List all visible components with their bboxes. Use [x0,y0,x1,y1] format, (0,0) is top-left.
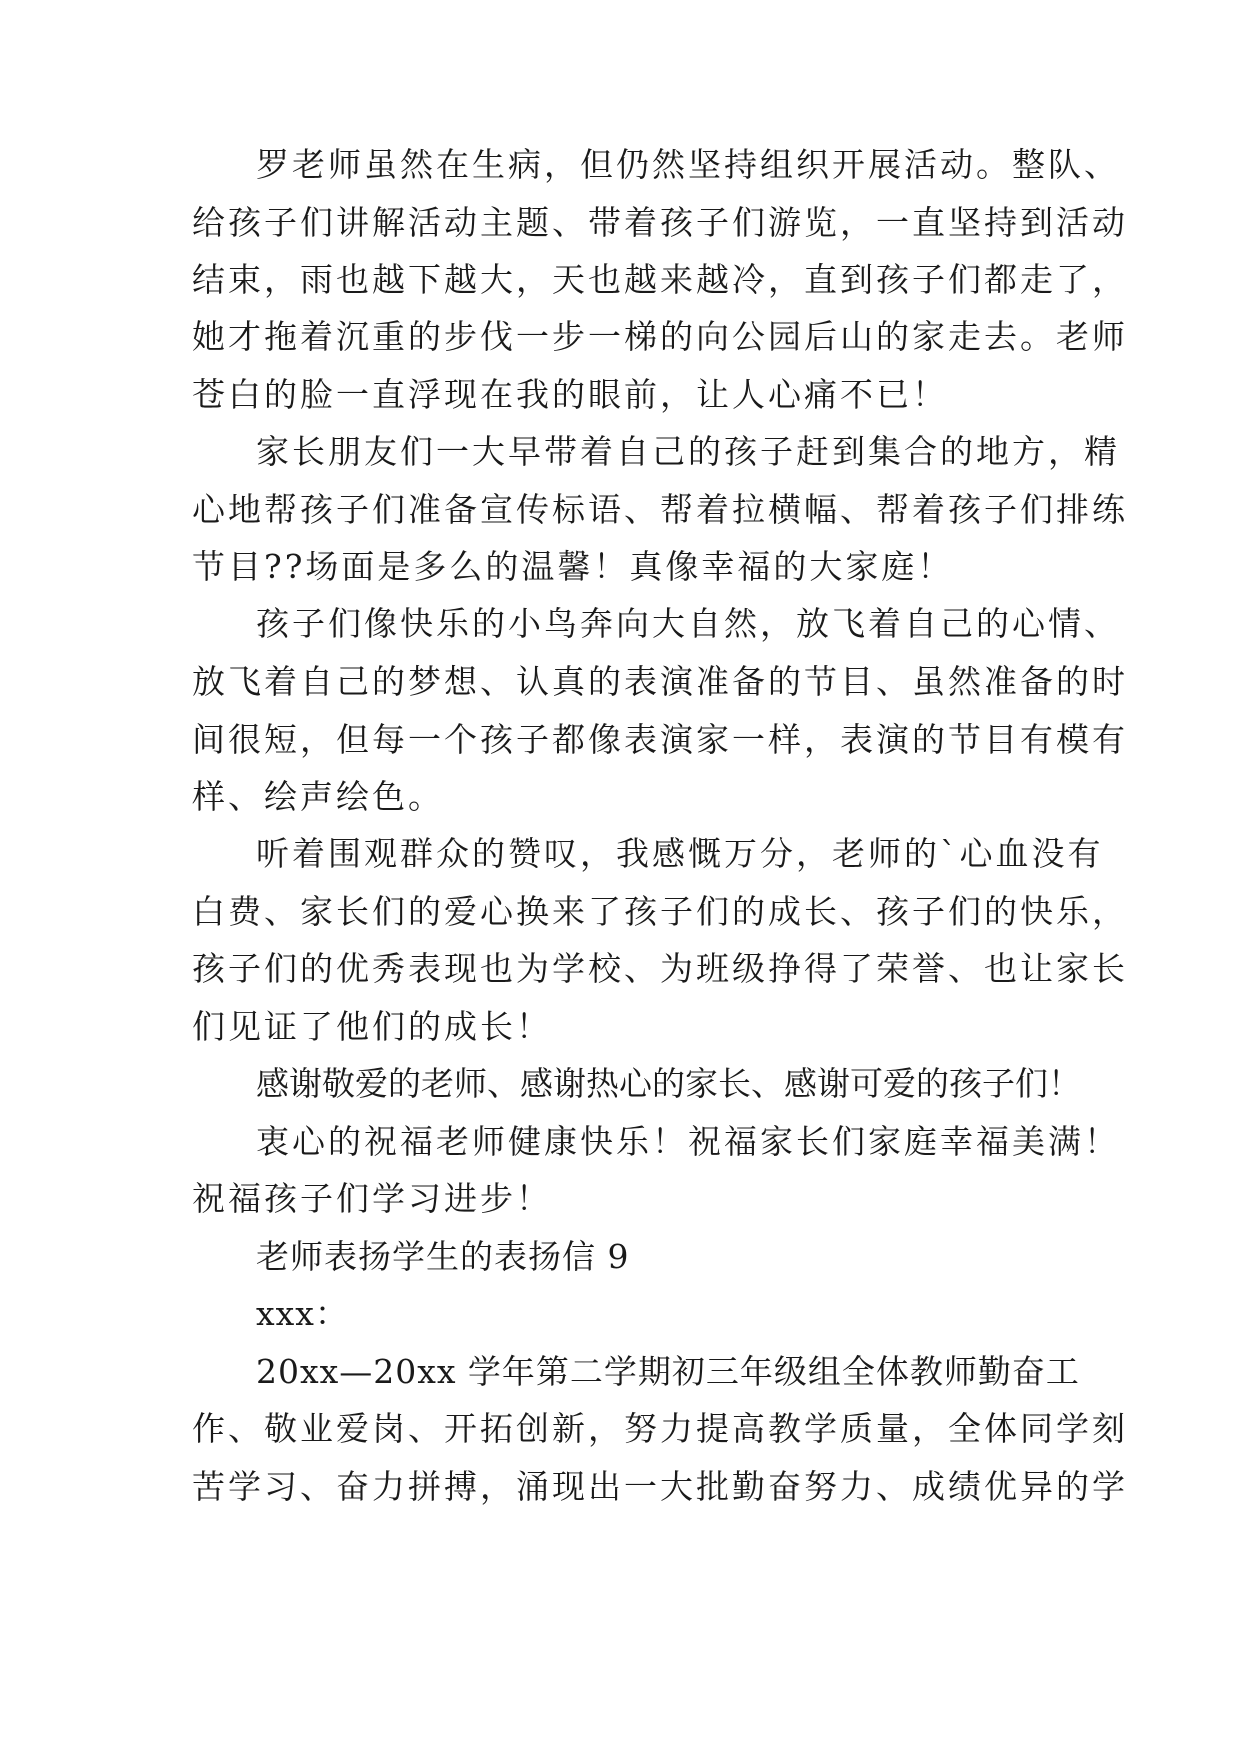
section-heading: 老师表扬学生的表扬信 9 [256,1237,630,1276]
text-line: 家长朋友们一大早带着自己的孩子赶到集合的地方，精 [256,432,1120,471]
text-line: 结束，雨也越下越大，天也越来越冷，直到孩子们都走了， [192,260,1128,299]
text-line: 放飞着自己的梦想、认真的表演准备的节目、虽然准备的时 [192,662,1128,701]
text-line: 间很短，但每一个孩子都像表演家一样，表演的节目有模有 [192,720,1128,759]
text-line: 们见证了他们的成长！ [192,1007,552,1046]
text-line: 节目??场面是多么的温馨！真像幸福的大家庭！ [192,547,954,586]
text-line: 心地帮孩子们准备宣传标语、帮着拉横幅、帮着孩子们排练 [192,490,1128,529]
text-line: 苍白的脸一直浮现在我的眼前，让人心痛不已！ [192,375,948,414]
text-line: 她才拖着沉重的步伐一步一梯的向公园后山的家走去。老师 [192,317,1128,356]
text-line: 孩子们的优秀表现也为学校、为班级挣得了荣誉、也让家长 [192,949,1128,988]
text-line: 祝福孩子们学习进步！ [192,1179,552,1218]
text-line: 孩子们像快乐的小鸟奔向大自然，放飞着自己的心情、 [256,604,1120,643]
text-line: 苦学习、奋力拼搏，涌现出一大批勤奋努力、成绩优异的学 [192,1467,1128,1506]
text-line: 20xx—20xx 学年第二学期初三年级组全体教师勤奋工 [256,1352,1080,1391]
text-line: 作、敬业爱岗、开拓创新，努力提高教学质量，全体同学刻 [192,1409,1128,1448]
text-line: 给孩子们讲解活动主题、带着孩子们游览，一直坚持到活动 [192,203,1128,242]
text-line: 听着围观群众的赞叹，我感慨万分，老师的`心血没有 [256,834,1104,873]
salutation: xxx： [256,1294,349,1333]
text-line: 样、绘声绘色。 [192,777,444,816]
text-line: 衷心的祝福老师健康快乐！祝福家长们家庭幸福美满！ [256,1122,1120,1161]
text-line: 罗老师虽然在生病，但仍然坚持组织开展活动。整队、 [256,145,1120,184]
text-line: 感谢敬爱的老师、感谢热心的家长、感谢可爱的孩子们！ [256,1064,1081,1103]
text-line: 白费、家长们的爱心换来了孩子们的成长、孩子们的快乐， [192,892,1128,931]
